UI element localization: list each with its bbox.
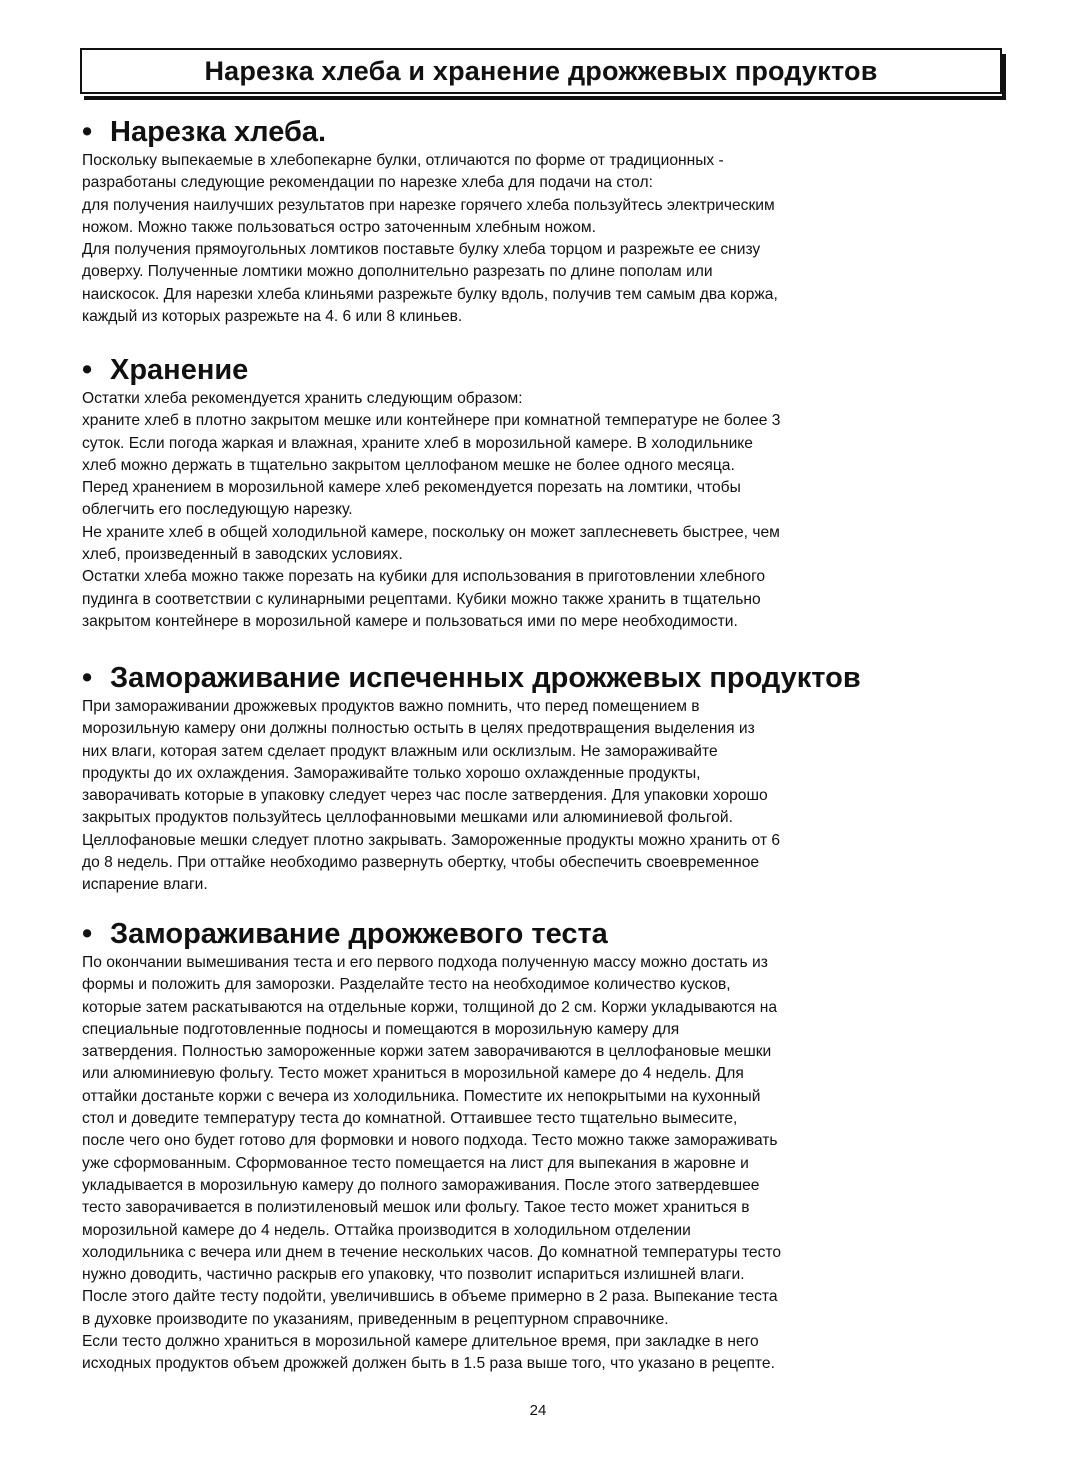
text-line: морозильной камере до 4 недель. Оттайка производится в холодильном отделении (82, 1221, 691, 1239)
text-line: хлеб, произведенный в заводских условиях. (82, 546, 403, 564)
text-line: ножом. Можно также пользоваться остро заточенным хлебным ножом. (82, 218, 596, 236)
text-line: облегчить его последующую нарезку. (82, 501, 353, 519)
text-line: холодильника с вечера или днем в течение нескольких часов. До комнатной температуры тесто (82, 1243, 782, 1261)
text-line: Для получения прямоугольных ломтиков поставьте булку хлеба торцом и разрежьте ее снизу (82, 241, 761, 259)
title-shadow-rule (84, 96, 1006, 100)
section-bread-slicing (82, 114, 997, 328)
text-line: них влаги, которая затем сделает продукт влажным или осклизлым. Не замораживайте (82, 742, 718, 760)
bullet-icon: • (82, 116, 93, 148)
heading-text: Замораживание дрожжевого теста (110, 918, 608, 950)
text-line: доверху. Полученные ломтики можно дополнительно разрезать по длине пополам или (82, 263, 713, 281)
bullet-icon: • (82, 354, 93, 386)
text-line: в духовке производите по указаниям, приведенным в рецептурном справочнике. (82, 1310, 669, 1328)
text-line: Остатки хлеба рекомендуется хранить следующим образом: (82, 390, 523, 407)
section-body (82, 388, 997, 633)
text-line: По окончании вымешивания теста и его первого подхода полученную массу можно достать из (82, 954, 768, 971)
text-line: Поскольку выпекаемые в хлебопекарне булки, отличаются по форме от традиционных - (82, 152, 724, 169)
text-line: суток. Если погода жаркая и влажная, храните хлеб в морозильной камере. В холодильнике (82, 434, 753, 452)
page-number: 24 (529, 1402, 547, 1419)
text-line: тесто заворачивается в полиэтиленовый мешок или фольгу. Такое тесто может храниться в (82, 1199, 750, 1217)
section-heading (82, 916, 997, 952)
text-line: уже сформованным. Сформованное тесто помещается на лист для выпекания в жаровне и (82, 1154, 749, 1172)
text-line: После этого дайте тесту подойти, увеличившись в объеме примерно в 2 раза. Выпекание теста (82, 1288, 778, 1306)
text-line: храните хлеб в плотно закрытом мешке или контейнере при комнатной температуре не более 3 (82, 412, 781, 430)
section-body (82, 952, 997, 1376)
text-line: укладывается в морозильную камеру до полного замораживания. После этого затвердевшее (82, 1176, 760, 1194)
text-line: исходных продуктов объем дрожжей должен быть в 1.5 раза выше того, что указано в рецепте. (82, 1355, 775, 1373)
text-line: затвердения. Полностью замороженные коржи затем заворачиваются в целлофановые мешки (82, 1043, 772, 1061)
text-line: Остатки хлеба можно также порезать на кубики для использования в приготовлении хлебного (82, 568, 766, 586)
text-line: закрытых продуктов пользуйтесь целлофанновыми мешками или алюминиевой фольгой. (82, 809, 733, 827)
text-line: которые затем раскатываются на отдельные коржи, толщиной до 2 см. Коржи укладываются на (82, 998, 777, 1016)
text-line: нужно доводить, частично раскрыв его упаковку, что позволит испариться излишней влаги. (82, 1266, 745, 1284)
page-title: Нарезка хлеба и хранение дрожжевых продуктов (204, 56, 878, 86)
text-line: пудинга в соответствии с кулинарными рецептами. Кубики можно также хранить в тщательно (82, 590, 761, 608)
text-line: каждый из которых разрежьте на 4. 6 или 8 клиньев. (82, 308, 463, 326)
section-freezing-baked (82, 660, 997, 897)
section-body (82, 150, 997, 328)
text-line: Целлофановые мешки следует плотно закрывать. Замороженные продукты можно хранить от 6 (82, 831, 781, 849)
section-body (82, 696, 997, 897)
heading-text: Замораживание испеченных дрожжевых продуктов (110, 662, 861, 694)
text-line: морозильную камеру они должны полностью остыть в целях предотвращения выделения из (82, 720, 755, 738)
bullet-icon: • (82, 662, 93, 694)
text-line: формы и положить для заморозки. Разделайте тесто на необходимое количество кусков, (82, 976, 731, 994)
title-frame (80, 48, 1002, 94)
text-line: испарение влаги. (82, 876, 208, 894)
text-line: оттайки достаньте коржи с вечера из холодильника. Поместите их непокрытыми на кухонный (82, 1087, 761, 1105)
text-line: хлеб можно держать в тщательно закрытом целлофаном мешке не более одного месяца. (82, 456, 735, 474)
text-line: разработаны следующие рекомендации по нарезке хлеба для подачи на стол: (82, 174, 653, 192)
text-line: заворачивать которые в упаковку следует через час после затвердения. Для упаковки хорошо (82, 787, 768, 805)
text-line: наискосок. Для нарезки хлеба клиньями разрежьте булку вдоль, получив тем самым два коржа, (82, 285, 778, 303)
text-line: для получения наилучших результатов при нарезке горячего хлеба пользуйтесь электрическим (82, 196, 775, 214)
text-line: закрытом контейнере в морозильной камере и пользоваться ими по мере необходимости. (82, 612, 738, 630)
text-line: до 8 недель. При оттайке необходимо развернуть обертку, чтобы обеспечить своевременное (82, 854, 760, 872)
text-line: При замораживании дрожжевых продуктов важно помнить, что перед помещением в (82, 698, 700, 715)
section-heading (82, 660, 997, 696)
section-freezing-dough (82, 916, 997, 1376)
text-line: Не храните хлеб в общей холодильной камере, поскольку он может заплесневеть быстрее, чем (82, 523, 780, 541)
text-line: Если тесто должно храниться в морозильной камере длительное время, при закладке в него (82, 1333, 759, 1351)
heading-text: Хранение (110, 354, 249, 386)
text-line: Перед хранением в морозильной камере хлеб рекомендуется порезать на ломтики, чтобы (82, 479, 741, 497)
text-line: специальные подготовленные подносы и помещаются в морозильную камеру для (82, 1020, 680, 1038)
section-heading (82, 352, 997, 388)
heading-text: Нарезка хлеба. (110, 116, 327, 148)
text-line: стол и доведите температуру теста до комнатной. Оттаившее тесто тщательно вымесите, (82, 1110, 738, 1128)
section-heading (82, 114, 997, 150)
text-line: после чего оно будет готово для формовки и нового подхода. Тесто можно также замораживать (82, 1132, 778, 1150)
text-line: или алюминиевую фольгу. Тесто может храниться в морозильной камере до 4 недель. Для (82, 1065, 744, 1083)
bullet-icon: • (82, 918, 93, 950)
section-storage (82, 352, 997, 633)
text-line: продукты до их охлаждения. Замораживайте только хорошо охлажденные продукты, (82, 764, 701, 782)
